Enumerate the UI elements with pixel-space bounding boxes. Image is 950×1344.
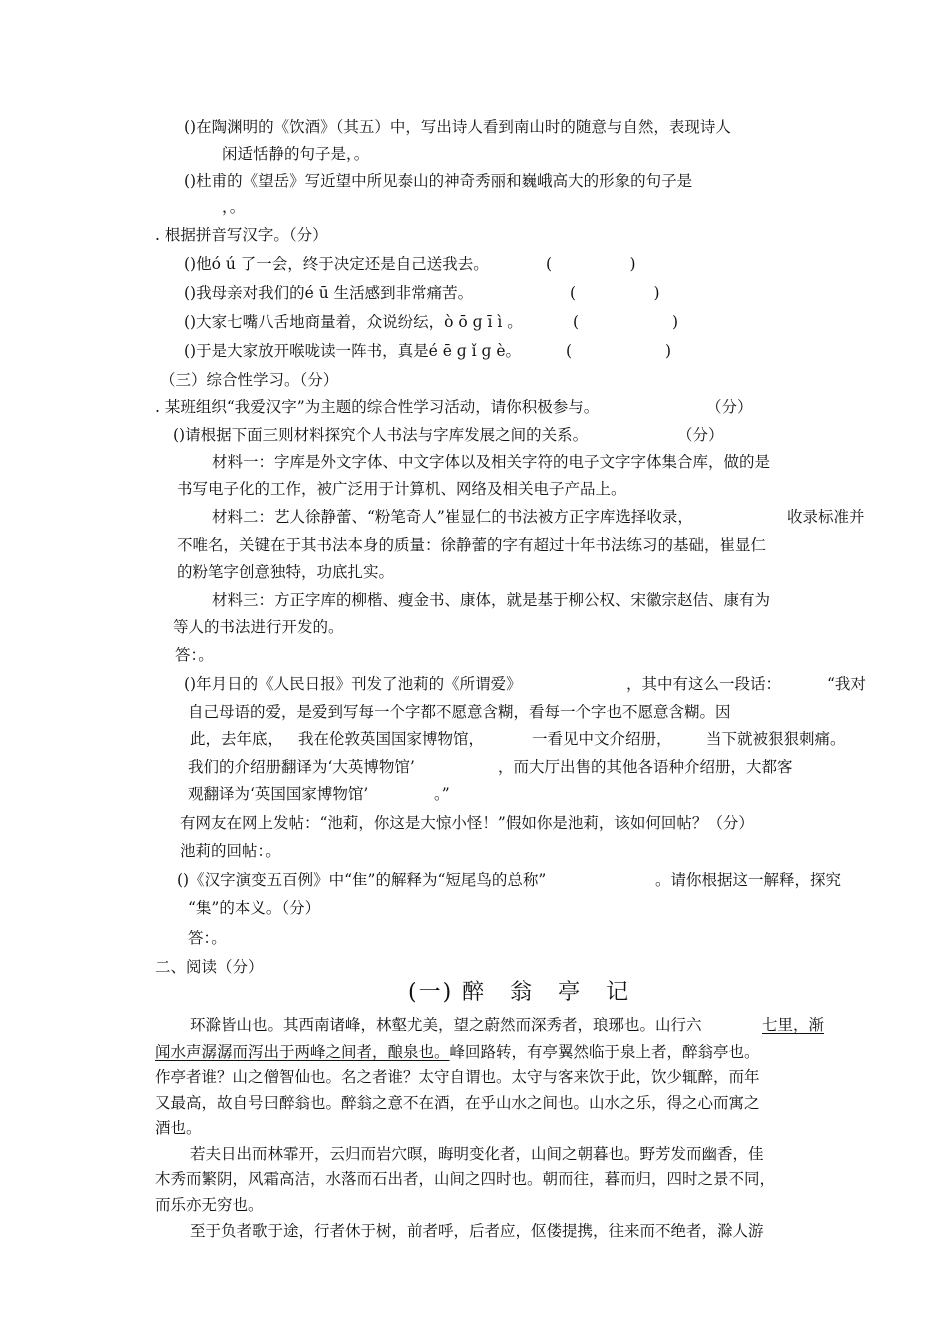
passage-p1-line-5: 酒也。 xyxy=(155,1119,202,1137)
sub2-line-5b: 。” xyxy=(434,785,450,803)
sub2-line-2: 自己母语的爱，是爱到写每一个字都不愿意含糊，看每一个字也不愿意含糊。因 xyxy=(188,703,731,721)
passage-p1-line-3: 作亭者谁？山之僧智仙也。名之者谁？太守自谓也。太守与客来饮于此，饮少辄醉，而年 xyxy=(155,1068,760,1086)
passage-p2-line-3: 而乐亦无穷也。 xyxy=(155,1196,264,1214)
poem-item-a-cont: 闲适恬静的句子是，。 xyxy=(222,145,370,163)
sub2-line-5a: 观翻译为‘英国国家博物馆’ xyxy=(188,785,369,803)
sub1-question: ()请根据下面三则材料探究个人书法与字库发展之间的关系。 xyxy=(173,426,589,444)
sub3-line-1a: ()《汉字演变五百例》中“隹”的解释为“短尾鸟的总称” xyxy=(177,871,547,889)
pinyin-item-3: ()大家七嘴八舌地商量着，众说纷纭，ò ō ɡ ī ì 。 xyxy=(184,313,523,331)
passage-p1-line-1a: 环滁皆山也。其西南诸峰，林壑尤美，望之蔚然而深秀者，琅琊也。山行六 xyxy=(190,1016,702,1034)
pinyin-blank-3: ( ) xyxy=(573,313,679,331)
reading-heading: 二、阅读（分） xyxy=(155,958,264,976)
passage-p1-line-2 xyxy=(155,1043,760,1062)
poem-item-b: ()杜甫的《望岳》写近望中所见泰山的神奇秀丽和巍峨高大的形象的句子是 xyxy=(184,172,693,190)
pinyin-item-4: ()于是大家放开喉咙读一阵书，真是é ē ɡ ǐ ɡ è。 xyxy=(184,342,522,360)
section3-question-score: （分） xyxy=(706,398,753,416)
sub1-score: （分） xyxy=(677,426,724,444)
passage-p2-line-2: 木秀而繁阴，风霜高洁，水落而石出者，山间之四时也。朝而往，暮而归，四时之景不同， xyxy=(155,1170,776,1188)
sub2-line-4a: 我们的介绍册翻译为‘大英博物馆’ xyxy=(188,758,415,776)
passage-title: (一) 醉 翁 亭 记 xyxy=(408,980,631,1005)
sub2-line-1c: “我对 xyxy=(827,675,866,693)
pinyin-item-2: ()我母亲对我们的é ū 生活感到非常痛苦。 xyxy=(184,284,474,302)
poem-item-a: ()在陶渊明的《饮酒》（其五）中，写出诗人看到南山时的随意与自然，表现诗人 xyxy=(184,118,731,136)
answer-1: 答：。 xyxy=(175,646,214,664)
pinyin-blank-4: ( ) xyxy=(566,342,672,360)
material-2-line-2: 不唯名，关键在于其书法本身的质量：徐静蕾的字有超过十年书法练习的基础，崔显仁 xyxy=(177,536,767,554)
passage-p1-line-1b-underlined: 七里，渐 xyxy=(762,1016,825,1034)
sub2-line-3c: 一看见中文介绍册， xyxy=(532,730,672,748)
pinyin-item-1: ()他ó ú 了一会，终于决定还是自己送我去。 xyxy=(184,255,489,273)
passage-p1-line-4: 又最高，故自号曰醉翁也。醉翁之意不在酒，在乎山水之间也。山水之乐，得之心而寓之 xyxy=(155,1094,760,1112)
sub2-line-3a: 此，去年底， xyxy=(190,730,284,748)
passage-p1-line-2b: 峰回路转，有亭翼然临于泉上者，醉翁亭也。 xyxy=(449,1043,760,1061)
sub2-post: 有网友在网上发帖：“池莉，你这是大惊小怪！”假如你是池莉，该如何回帖？（分） xyxy=(180,814,754,832)
passage-underlined-sentence: 闻水声潺潺而泻出于两峰之间者，酿泉也。 xyxy=(155,1043,450,1061)
sub3-line-1b: 。请你根据这一解释，探究 xyxy=(655,871,842,889)
sub2-line-1a: ()年月日的《人民日报》刊发了池莉的《所谓爱》 xyxy=(184,675,522,693)
material-2-line-1: 材料二：艺人徐静蕾、“粉笔奇人”崔显仁的书法被方正字库选择收录， xyxy=(212,508,693,526)
sub2-line-1b: ，其中有这么一段话： xyxy=(626,675,782,693)
sub2-line-4b: ，而大厅出售的其他各语种介绍册，大都客 xyxy=(498,758,793,776)
section3-heading: （三）综合性学习。（分） xyxy=(160,371,339,389)
sub3-line-2: “集”的本义。（分） xyxy=(188,899,321,917)
material-3-line-1: 材料三：方正字库的柳楷、瘦金书、康体，就是基于柳公权、宋徽宗赵佶、康有为 xyxy=(212,591,771,609)
answer-3: 答：。 xyxy=(188,929,227,947)
sub2-line-3b: 我在伦敦英国国家博物馆， xyxy=(298,730,485,748)
pinyin-blank-1: ( ) xyxy=(546,255,636,273)
pinyin-heading: . 根据拼音写汉字。（分） xyxy=(155,226,328,244)
material-2-line-1-end: 收录标准并 xyxy=(787,508,865,526)
sub2-line-3d: 当下就被狠狠刺痛。 xyxy=(706,730,846,748)
material-1-line-2: 书写电子化的工作，被广泛用于计算机、网络及相关电子产品上。 xyxy=(177,480,627,498)
pinyin-blank-2: ( ) xyxy=(570,284,660,302)
sub2-answer: 池莉的回帖：。 xyxy=(180,842,281,860)
passage-p3-line-1: 至于负者歌于途，行者休于树，前者呼，后者应，伛偻提携，往来而不绝者，滁人游 xyxy=(190,1222,764,1240)
material-2-line-3: 的粉笔字创意独特，功底扎实。 xyxy=(177,563,395,581)
material-1-line-1: 材料一：字库是外文字体、中文字体以及相关字符的电子文字字体集合库，做的是 xyxy=(212,453,771,471)
poem-item-b-cont: ，。 xyxy=(222,198,246,216)
material-3-line-2: 等人的书法进行开发的。 xyxy=(173,618,344,636)
section3-question: . 某班组织“我爱汉字”为主题的综合性学习活动，请你积极参与。 xyxy=(155,398,600,416)
passage-p2-line-1: 若夫日出而林霏开，云归而岩穴暝，晦明变化者，山间之朝暮也。野芳发而幽香，佳 xyxy=(190,1145,764,1163)
